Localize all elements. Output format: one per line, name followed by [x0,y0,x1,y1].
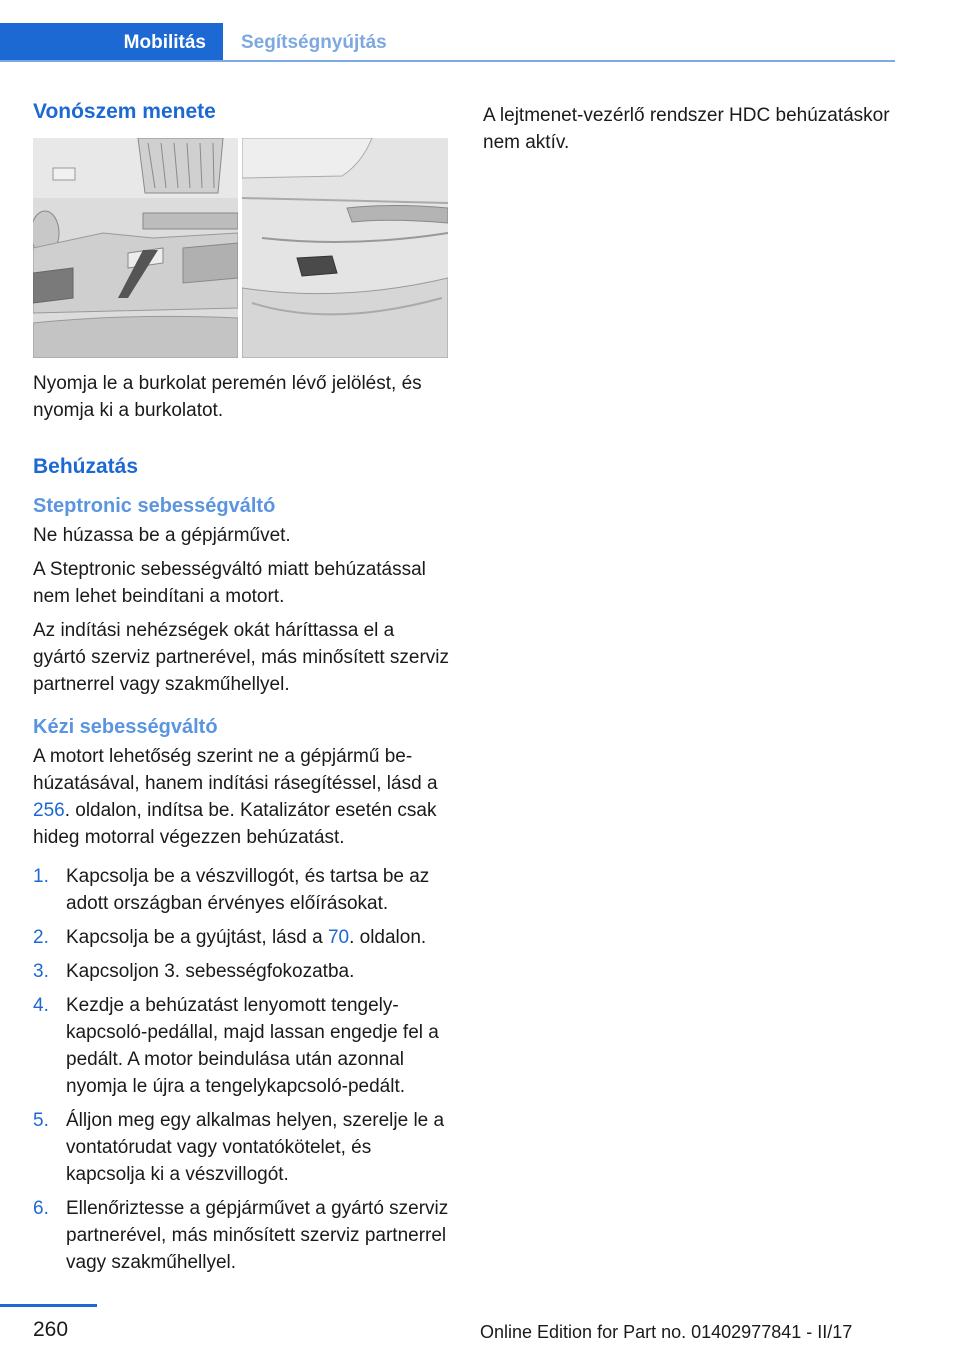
tab-segitsegnyujtas[interactable]: Segítségnyújtás [241,31,387,53]
list-item [33,992,451,1100]
steptronic-paragraph-1: Ne húzassa be a gépjárművet. [33,525,291,546]
step-text: Álljon meg egy alkalmas helyen, szerelje le a vontatórudat vagy vontatókötelet, és kapcsolja ki a vészvillogót. [66,1110,445,1185]
step-text-before: Kapcsolja be a gyújtást, lásd a [66,927,328,948]
step-number: 5. [33,1110,49,1131]
manual-text-before: A motort lehetőség szerint ne a gépjármű behúzatásával, hanem indítási rásegítéssel, lásd a [33,746,438,794]
step-text: Ellenőriztesse a gépjárművet a gyártó szerviz partnerével, más minősített szerviz partnerrel vagy szakműhellyel. [66,1198,449,1273]
step-number: 6. [33,1198,49,1219]
footer-divider [0,1304,97,1307]
list-item [33,863,451,917]
step-number: 3. [33,961,49,982]
bumper-grille-illustration [33,138,238,358]
step-number: 4. [33,995,49,1016]
towing-eye-figure [33,138,448,358]
list-item [33,1195,451,1276]
page-link-256[interactable]: 256 [33,800,65,821]
step-text-after: . oldalon. [349,927,427,948]
step-number: 1. [33,866,49,887]
step-number: 2. [33,927,49,948]
steptronic-paragraph-3: Az indítási nehézségek okát háríttassa el a gyártó szerviz partnerével, más minősített szerviz partnerrel vagy szakműhellyel. [33,620,450,695]
step-text: Kapcsolja be a vészvillogót, és tartsa be az adott országban érvényes előírásokat. [66,866,430,914]
bumper-cover-illustration [242,138,448,358]
hdc-note: A lejtmenet-vezérlő rendszer HDC behúzatáskor nem aktív. [483,105,890,153]
steptronic-paragraph-2: A Steptronic sebességváltó miatt behúzatással nem lehet beindítani a motort. [33,559,426,607]
header-bar [0,0,895,62]
section-title: Vonószem menete [33,100,216,123]
heading-manual-gearbox: Kézi sebességváltó [33,716,218,738]
heading-steptronic: Steptronic sebességváltó [33,495,276,517]
heading-behuzatas: Behúzatás [33,455,139,478]
step-text: Kezdje a behúzatást lenyomott tengelykapcsoló-pedállal, majd lassan engedje fel a pedált. A motor beindulása után azonnal nyomja le újra a tengelykapcsoló-pedált. [66,995,439,1097]
list-item [33,958,451,985]
manual-text-after: . oldalon, indítsa be. Katalizátor esetén csak hideg motorral végezzen behúzatást. [33,800,437,848]
towing-steps-list [33,863,451,1276]
list-item [33,1107,451,1188]
left-column [33,100,451,1283]
manual-paragraph [33,743,451,851]
right-column [483,102,903,163]
edition-text: Online Edition for Part no. 01402977841 - II/17 [480,1322,853,1342]
page-number: 260 [33,1318,69,1341]
figure-caption: Nyomja le a burkolat peremén lévő jelölést, és nyomja ki a burkolatot. [33,373,422,421]
step-text: Kapcsoljon 3. sebességfokozatba. [66,961,355,982]
list-item [33,924,451,951]
tab-mobilitas[interactable]: Mobilitás [0,23,223,62]
page-link-70[interactable]: 70 [327,927,350,948]
header-divider [0,60,895,62]
